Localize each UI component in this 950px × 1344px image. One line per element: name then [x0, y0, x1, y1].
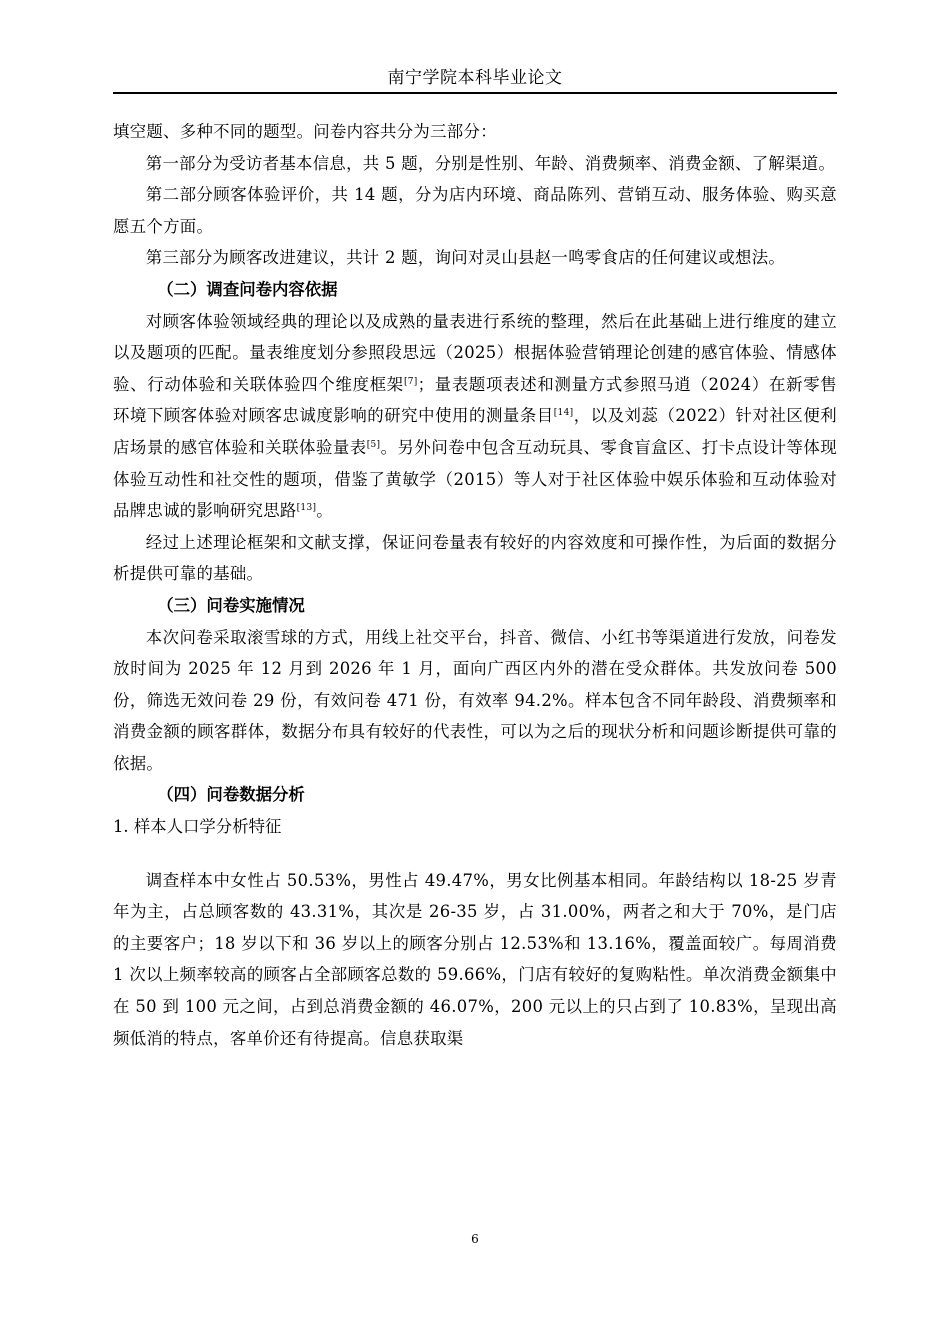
basis-text-d: 。另外问卷中包含互动玩具、零食盲盒区、打卡点设计等体现体验互动性和社交性的题项，借鉴了黄敏学（2015）等人对于社区体验中娱乐体验和互动体验对品牌忠诚的影响研究思路	[113, 437, 838, 521]
basis-text-e: 。	[316, 501, 333, 521]
paragraph-part-three: 第三部分为顾客改进建议，共计 2 题，询问对灵山县赵一鸣零食店的任何建议或想法。	[145, 248, 786, 268]
paragraph-part-one: 第一部分为受访者基本信息，共 5 题，分别是性别、年龄、消费频率、消费金额、了解渠道。	[145, 153, 836, 173]
citation-7: [7]	[403, 376, 418, 387]
section-heading-analysis: （四）问卷数据分析	[157, 785, 305, 805]
paragraph-intro-continued: 填空题、多种不同的题型。问卷内容共分为三部分：	[113, 122, 497, 141]
body-text	[113, 116, 837, 1054]
header-rule	[113, 92, 837, 94]
citation-13: [13]	[296, 503, 317, 514]
page-number: 6	[471, 1232, 479, 1246]
section-heading-basis: （二）调查问卷内容依据	[157, 279, 338, 299]
paragraph-demographics: 调查样本中女性占 50.53%，男性占 49.47%，男女比例基本相同。年龄结构以 18-25 岁青年为主，占总顾客数的 43.31%，其次是 26-35 岁，占 31.00%，两者之和大于 70%，是门店的主要客户；18 岁以下和 36 岁以上的顾客分别占 12.53%和 13.16%，覆盖面较广。每周消费 1 次以上频率较高的顾客占全部顾客总数的 59.66%，门店有较好的复购粘性。单次消费金额集中在 50 到 100 元之间，占到总消费金额的 46.07%，200 元以上的只占到了 10.83%，呈现出高频低消的特点，客单价还有待提高。信息获取渠	[113, 870, 837, 1048]
running-header: 南宁学院本科毕业论文	[387, 68, 563, 88]
citation-5: [5]	[366, 439, 381, 450]
paragraph-spacer	[113, 843, 837, 865]
basis-text-a: 对顾客体验领域经典的理论以及成熟的量表进行系统的整理，然后在此基础上进行维度的建立以及题项的匹配。量表维度划分参照段思远（2025）根据体验营销理论创建的感官体验、情感体验、行动体验和关联体验四个维度框架	[113, 311, 837, 394]
paragraph-basis	[113, 306, 837, 527]
section-heading-implementation: （三）问卷实施情况	[157, 595, 305, 615]
paragraph-basis-summary: 经过上述理论框架和文献支撑，保证问卷量表有较好的内容效度和可操作性，为后面的数据分析提供可靠的基础。	[113, 532, 837, 584]
paragraph-part-two: 第二部分顾客体验评价，共 14 题，分为店内环境、商品陈列、营销互动、服务体验、购买意愿五个方面。	[113, 185, 837, 236]
paragraph-implementation: 本次问卷采取滚雪球的方式，用线上社交平台，抖音、微信、小红书等渠道进行发放，问卷发放时间为 2025 年 12 月到 2026 年 1 月，面向广西区内外的潜在受众群体。共发放问卷 500 份，筛选无效问卷 29 份，有效问卷 471 份，有效率 94.2%。样本包含不同年龄段、消费频率和消费金额的顾客群体，数据分布具有较好的代表性，可以为之后的现状分析和问题诊断提供可靠的依据。	[113, 627, 837, 773]
subsection-heading-demographics: 1. 样本人口学分析特征	[113, 817, 282, 837]
basis-text-c: ，以及刘蕊（2022）针对社区便利店场景的感官体验和关联体验量表	[113, 406, 837, 457]
citation-14: [14]	[553, 408, 574, 419]
basis-text-b: ；量表题项表述和测量方式参照马逍（2024）在新零售环境下顾客体验对顾客忠诚度影响的研究中使用的测量条目	[113, 374, 837, 426]
